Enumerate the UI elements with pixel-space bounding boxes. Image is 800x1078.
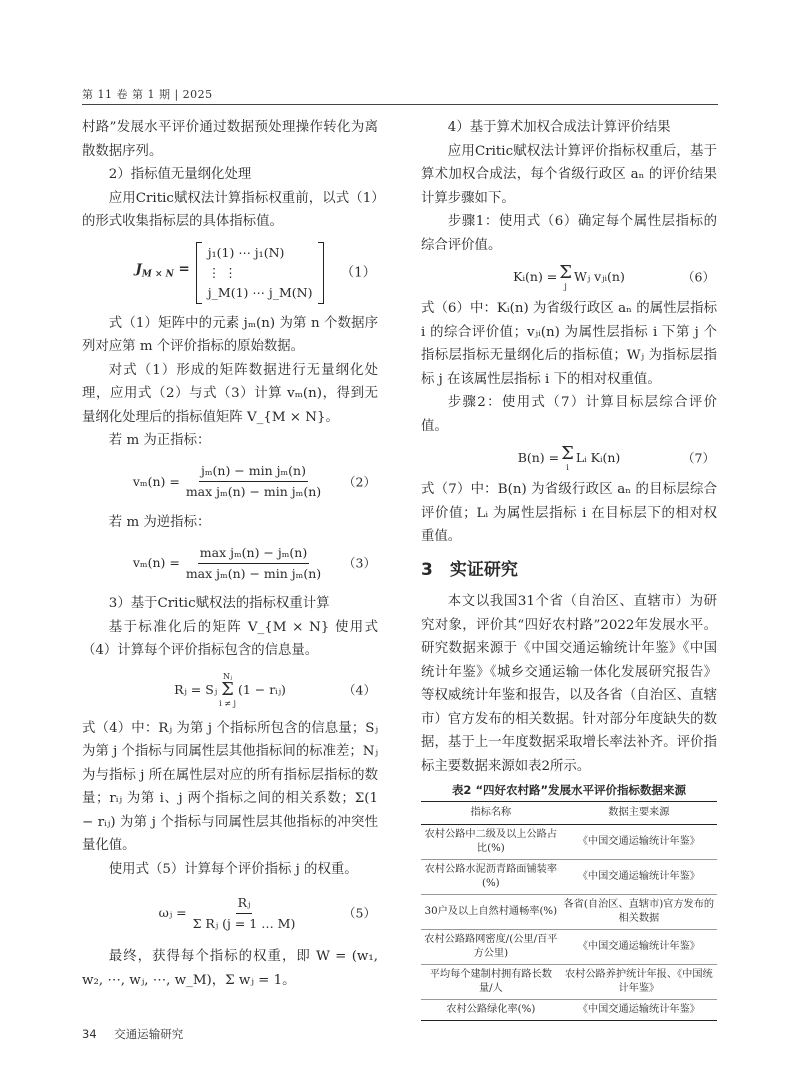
matrix-row: ⋮ ⋮ <box>207 264 237 280</box>
equation-5 <box>82 885 378 941</box>
equation-3 <box>82 538 378 588</box>
table-header: 指标名称 <box>421 802 561 825</box>
eq7-lhs: B(n) = <box>517 450 560 466</box>
table-cell: 《中国交通运输统计年鉴》 <box>561 860 717 895</box>
journal-name: 交通运输研究 <box>114 1027 184 1041</box>
table-cell: 农村公路绿化率(%) <box>421 1000 561 1021</box>
table-caption: 表2 “四好农村路”发展水平评价指标数据来源 <box>451 783 687 797</box>
eq1-lhs: $J_{M \times N}$ = <box>135 260 190 280</box>
equation-number: （4） <box>343 681 376 697</box>
eq5-lhs: ωⱼ = <box>158 905 187 921</box>
table-cell: 农村公路水泥沥青路面铺装率(%) <box>421 860 561 895</box>
equation-number: （6） <box>682 269 715 285</box>
table-cell: 各省(自治区、直辖市)官方发布的相关数据 <box>561 895 717 930</box>
left-column <box>82 116 378 992</box>
table-row <box>421 860 717 895</box>
header-rule <box>82 104 718 105</box>
table-row <box>421 895 717 930</box>
paragraph: 步骤1：使用式（6）确定每个属性层指标的综合评价值。 <box>421 214 717 253</box>
eq6-rhs: Wⱼ vⱼᵢ(n) <box>574 269 625 285</box>
sum-symbol: Σ i <box>561 442 574 472</box>
eq4-lhs: Rⱼ = Sⱼ <box>174 681 218 697</box>
paragraph: 对式（1）形成的矩阵数据进行无量纲化处理，应用式（2）与式（3）计算 vₘ(n)，得到无量纲化处理后的指标值矩阵 V_{M × N}。 <box>82 362 378 425</box>
paragraph: 本文以我国31个省（自治区、直辖市）为研究对象，评价其“四好农村路”2022年发展水平。研究数据来源于《中国交通运输统计年鉴》《中国统计年鉴》《城乡交通运输一体化发展研究报告》等权威统计年鉴和报告，以及各省（自治区、直辖市）官方发布的相关数据。针对部分年度缺失的数据，基于上一年度数据采取增长率法补齐。评价指标主要数据来源如表2所示。 <box>421 594 717 774</box>
sum-symbol: Σ j <box>559 261 573 291</box>
table-cell: 农村公路养护统计年报、《中国统计年鉴》 <box>561 965 717 1000</box>
subheading: 3）基于Critic赋权法的指标权重计算 <box>108 596 330 611</box>
table-cell: 《中国交通运输统计年鉴》 <box>561 930 717 965</box>
table-cell: 农村公路路网密度/(公里/百平方公里) <box>421 930 561 965</box>
table-cell: 30户及以上自然村通畅率(%) <box>421 895 561 930</box>
matrix-row: j₁(1) ⋯ j₁(N) <box>207 244 285 260</box>
equation-6 <box>421 261 717 293</box>
paragraph: 步骤2：使用式（7）计算目标层综合评价值。 <box>421 395 717 434</box>
eq3-lhs: vₘ(n) = <box>132 555 180 571</box>
matrix <box>196 242 325 304</box>
eq6-lhs: Kᵢ(n) = <box>513 269 558 285</box>
eq2-lhs: vₘ(n) = <box>132 473 180 489</box>
equation-number: （2） <box>343 473 376 489</box>
paragraph: 式（6）中：Kᵢ(n) 为省级行政区 aₙ 的属性层指标 i 的综合评价值；vⱼᵢ(n) 为属性层指标 i 下第 j 个指标层指标无量纲化后的指标值；Wⱼ 为指标层指标 j 在该属性层指标 i 下的相对权重值。 <box>421 301 717 387</box>
equation-7 <box>421 442 717 474</box>
subheading: 2）指标值无量纲化处理 <box>108 167 252 182</box>
paragraph: 应用Critic赋权法计算评价指标权重后，基于算术加权合成法，每个省级行政区 aₙ 的评价结果计算步骤如下。 <box>421 143 717 206</box>
equation-number: （1） <box>340 264 376 280</box>
equation-number: （5） <box>343 905 376 921</box>
table-row <box>421 930 717 965</box>
equation-number: （3） <box>343 555 376 571</box>
fraction: $\frac{\text{max jₘ(n) − jₘ(n)}}{\text{max jₘ(n) − min jₘ(n)}}$ <box>185 544 322 581</box>
table-row <box>421 825 717 860</box>
data-source-table <box>421 801 717 1021</box>
label: 若 m 为正指标： <box>108 433 211 448</box>
paragraph: 使用式（5）计算每个评价指标 j 的权重。 <box>108 861 358 877</box>
paragraph: 应用Critic赋权法计算指标权重前，以式（1）的形式收集指标层的具体指标值。 <box>82 190 378 229</box>
table-header: 数据主要来源 <box>561 802 717 825</box>
sum-symbol: Nⱼ Σ i ≠ j <box>219 671 236 708</box>
page-number: 34 <box>82 1027 97 1041</box>
subheading: 4）基于算术加权合成法计算评价结果 <box>447 120 671 135</box>
equation-4 <box>82 667 378 713</box>
table-row <box>421 1000 717 1021</box>
paragraph: 式（4）中：Rⱼ 为第 j 个指标所包含的信息量；Sⱼ 为第 j 个指标与同属性层其他指标间的标准差；Nⱼ 为与指标 j 所在属性层对应的所有指标层指标的数量；rᵢⱼ 为第 i、j 两个指标之间的相关系数；Σ(1 − rᵢⱼ) 为第 j 个指标与同属性层其他指标的冲突性量化值。 <box>82 720 378 853</box>
fraction: $\frac{\text{Rⱼ}}{\text{Σ Rⱼ (j = 1 … M)}}$ <box>192 894 296 931</box>
table-cell: 《中国交通运输统计年鉴》 <box>561 1000 717 1021</box>
table-cell: 平均每个建制村拥有路长数量/人 <box>421 965 561 1000</box>
equation-2 <box>82 457 378 507</box>
paragraph: 最终，获得每个指标的权重，即 W = (w₁, w₂, ⋯, wⱼ, ⋯, w_M)，Σ wⱼ = 1。 <box>82 949 378 988</box>
running-header: 第 11 卷 第 1 期 | 2025 <box>82 88 213 101</box>
table-row <box>421 965 717 1000</box>
equation-number: （7） <box>682 450 715 466</box>
table-cell: 《中国交通运输统计年鉴》 <box>561 825 717 860</box>
section-heading: 3 实证研究 <box>421 559 518 580</box>
paragraph: 式（1）矩阵中的元素 jₘ(n) 为第 n 个数据序列对应第 m 个评价指标的原始数据。 <box>82 315 378 354</box>
matrix-row: j_M(1) ⋯ j_M(N) <box>207 284 313 300</box>
right-column <box>421 116 717 1021</box>
page-footer <box>82 1026 183 1042</box>
eq7-rhs: Lᵢ Kᵢ(n) <box>575 450 621 466</box>
paragraph: 式（7）中：B(n) 为省级行政区 aₙ 的目标层综合评价值；Lᵢ 为属性层指标 i 在目标层下的相对权重值。 <box>421 482 717 544</box>
fraction: $\frac{\text{jₘ(n) − min jₘ(n)}}{\text{max jₘ(n) − min jₘ(n)}}$ <box>185 463 322 499</box>
label: 若 m 为逆指标： <box>108 514 211 530</box>
equation-1 <box>82 238 378 308</box>
paragraph: 基于标准化后的矩阵 V_{M × N} 使用式（4）计算每个评价指标包含的信息量。 <box>82 619 378 658</box>
eq4-rhs: (1 − rᵢⱼ) <box>237 681 286 697</box>
table-cell: 农村公路中二级及以上公路占比(%) <box>421 825 561 860</box>
paragraph: 村路”发展水平评价通过数据预处理操作转化为离散数据序列。 <box>82 120 378 159</box>
